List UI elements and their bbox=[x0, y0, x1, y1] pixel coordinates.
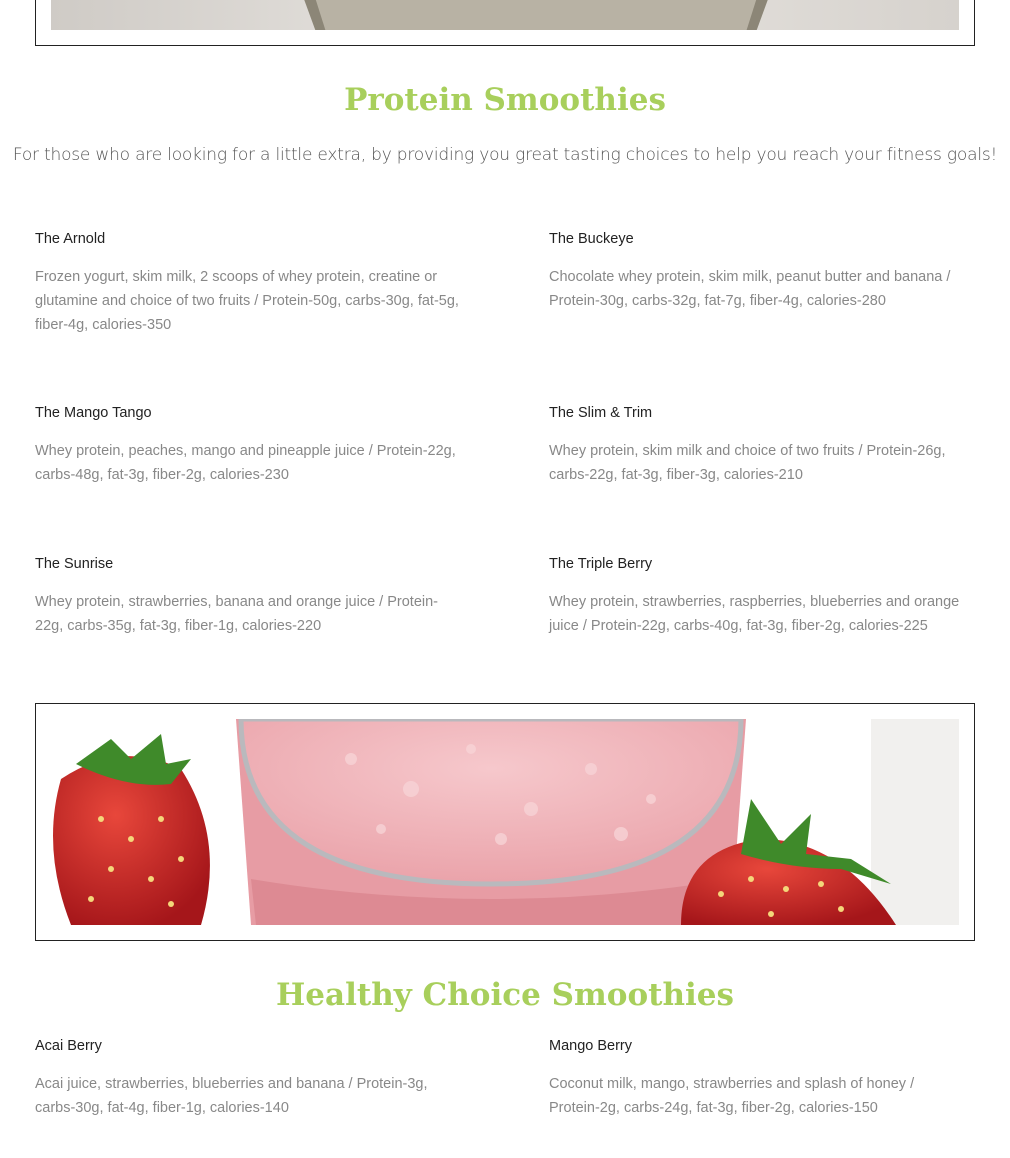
menu-item bbox=[549, 230, 964, 313]
section-title-protein: Protein Smoothies bbox=[344, 82, 666, 118]
item-name: The Arnold bbox=[35, 231, 106, 247]
item-description: Whey protein, strawberries, raspberries, blueberries and orange juice / Protein-22g, carbs-40g, fat-3g, fiber-2g, calories-225 bbox=[549, 594, 960, 634]
strawberry-image-frame bbox=[35, 703, 975, 941]
item-description: Whey protein, strawberries, banana and orange juice / Protein-22g, carbs-35g, fat-3g, fiber-1g, calories-220 bbox=[35, 594, 438, 634]
menu-item bbox=[549, 404, 964, 487]
item-name: The Buckeye bbox=[549, 231, 634, 247]
section-title-healthy: Healthy Choice Smoothies bbox=[276, 977, 734, 1013]
item-description: Whey protein, skim milk and choice of two fruits / Protein-26g, carbs-22g, fat-3g, fiber-3g, calories-210 bbox=[549, 443, 946, 483]
top-image-frame bbox=[35, 0, 975, 46]
item-name: The Triple Berry bbox=[549, 556, 653, 572]
shake-photo bbox=[51, 0, 959, 30]
item-name: The Mango Tango bbox=[35, 405, 152, 421]
section-intro: For those who are looking for a little extra, by providing you great tasting choices to help you reach your fitness goals! bbox=[12, 145, 998, 165]
menu-item bbox=[35, 230, 465, 337]
shake-photo-graphic bbox=[51, 0, 959, 30]
menu-item bbox=[549, 1037, 964, 1120]
menu-item bbox=[549, 555, 964, 638]
item-name: The Slim & Trim bbox=[549, 405, 653, 421]
item-description: Whey protein, peaches, mango and pineapple juice / Protein-22g, carbs-48g, fat-3g, fiber-2g, calories-230 bbox=[35, 443, 456, 483]
strawberry-smoothie-graphic bbox=[51, 719, 959, 925]
menu-item bbox=[35, 1037, 465, 1120]
item-name: The Sunrise bbox=[35, 556, 114, 572]
item-description: Coconut milk, mango, strawberries and splash of honey / Protein-2g, carbs-24g, fat-3g, fiber-2g, calories-150 bbox=[549, 1076, 915, 1116]
item-description: Frozen yogurt, skim milk, 2 scoops of whey protein, creatine or glutamine and choice of two fruits / Protein-50g, carbs-30g, fat-5g, fiber-4g, calories-350 bbox=[35, 269, 459, 333]
item-description: Chocolate whey protein, skim milk, peanut butter and banana / Protein-30g, carbs-32g, fat-7g, fiber-4g, calories-280 bbox=[549, 269, 951, 309]
strawberry-smoothie-photo bbox=[51, 719, 959, 925]
item-name: Mango Berry bbox=[549, 1038, 633, 1054]
item-name: Acai Berry bbox=[35, 1038, 102, 1054]
menu-item bbox=[35, 555, 465, 638]
menu-item bbox=[35, 404, 465, 487]
item-description: Acai juice, strawberries, blueberries and banana / Protein-3g, carbs-30g, fat-4g, fiber-1g, calories-140 bbox=[35, 1076, 428, 1116]
